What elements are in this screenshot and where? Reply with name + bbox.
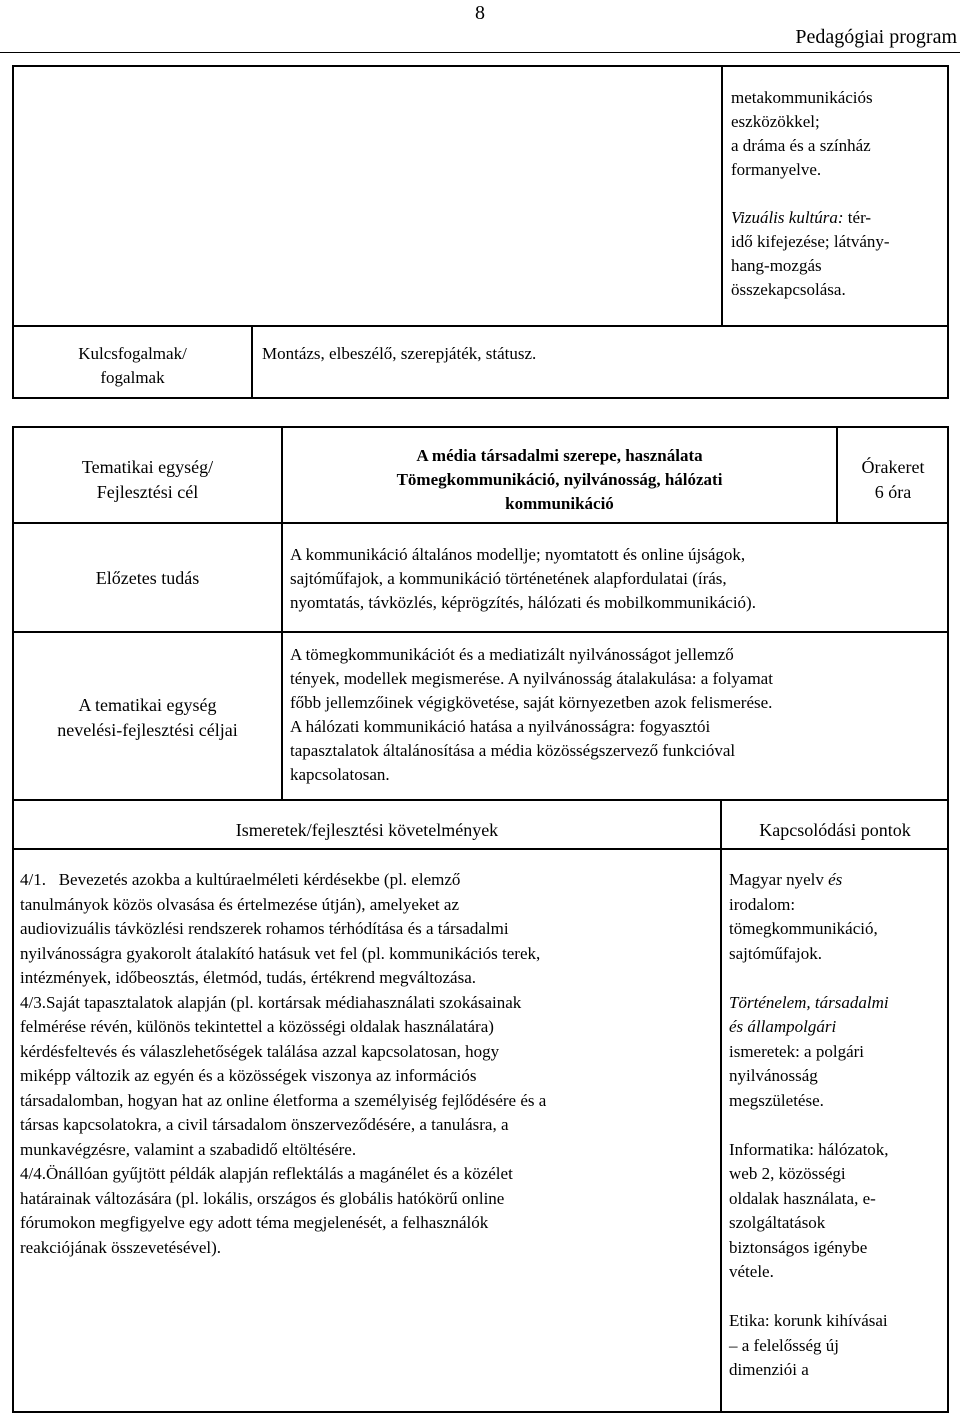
unit-row-divider-3 — [12, 799, 949, 801]
elozetes-tudas-label: Előzetes tudás — [95, 568, 200, 588]
tematikai-egyseg-label — [14, 455, 281, 505]
text-line: tanulmányok közös olvasása és értelmezése útján), amelyeket az — [20, 894, 459, 914]
orakeret — [838, 455, 948, 505]
text-line: ismeretek: a polgári — [729, 1041, 865, 1061]
text-run: és — [828, 870, 843, 889]
text-line: irodalom: — [729, 894, 796, 914]
label-line: A tematikai egység — [78, 695, 217, 715]
text-line: tények, modellek megismerése. A nyilvánosság átalakulása: a folyamat — [290, 669, 773, 688]
text-line: kapcsolatosan. — [290, 765, 390, 784]
text-line: Informatika: hálózatok, — [729, 1139, 889, 1159]
text-line: sajtóműfajok. — [729, 943, 823, 963]
text-line: web 2, közösségi — [729, 1164, 846, 1183]
text-line: – a felelősség új — [729, 1335, 839, 1355]
orakeret-value: 6 óra — [874, 482, 912, 502]
text-line: A kommunikáció általános modellje; nyomtatott és online újságok, — [290, 545, 746, 564]
text-line: nyilvánosságra gyakorolt átalakító hatásuk vet fel (pl. kommunikációs terek, — [20, 943, 541, 963]
text-line: kérdésfeltevés és válaszlehetőségek találása azzal kapcsolatosan, hogy — [20, 1041, 500, 1061]
kapcsolodasi-header: Kapcsolódási pontok — [759, 820, 911, 840]
ismeretek-text — [20, 868, 720, 1260]
text-line: tapasztalatok általánosítása a média közösségszervező funkcióval — [290, 741, 736, 760]
text-line: felmérése révén, különös tekintettel a közösségi oldalak használatára) — [20, 1017, 494, 1036]
top-right-cell — [731, 86, 946, 302]
unit-row-divider-2 — [12, 631, 949, 633]
text-line: összekapcsolása. — [731, 280, 846, 299]
text-line: főbb jellemzőinek végigkövetése, saját környezetben azok felismerése. — [290, 693, 773, 712]
unit-title — [283, 444, 836, 516]
unit-row-divider-4 — [12, 848, 949, 850]
text-line: szolgáltatások — [729, 1213, 826, 1232]
text-line: A tömegkommunikációt és a mediatizált nyilvánosságot jellemző — [290, 645, 734, 664]
elozetes-tudas-text — [290, 543, 940, 615]
title-line: Tömegkommunikáció, nyilvánosság, hálózati — [396, 470, 723, 489]
subject-name: Vizuális kultúra: — [731, 208, 844, 227]
text-line: fórumokon megfigyelve egy adott téma megjelenését, a felhasználók — [20, 1213, 489, 1232]
top-table-divider-left — [251, 325, 253, 399]
text-line: vétele. — [729, 1262, 774, 1281]
text-line: és állampolgári — [729, 1017, 837, 1036]
text-line: audiovizuális távközlési rendszerek rohamos térhódítása és a társadalmi — [20, 919, 509, 938]
title-line: A média társadalmi szerepe, használata — [416, 446, 703, 465]
text-line — [731, 206, 946, 230]
unit-col-divider-kapcsolodasi — [720, 799, 722, 1413]
text-line: határainak változására (pl. lokális, országos és globális hatókörű online — [20, 1188, 505, 1208]
text-line: biztonságos igénybe — [729, 1237, 868, 1257]
header-rule — [0, 52, 960, 53]
text-run: Magyar nyelv — [729, 870, 829, 889]
celok-label — [14, 693, 281, 743]
text-line: A hálózati kommunikáció hatása a nyilvánosságra: fogyasztói — [290, 717, 711, 736]
text-line: hang-mozgás — [731, 256, 822, 275]
text-line: megszületése. — [729, 1090, 824, 1110]
text-line: Etika: korunk kihívásai — [729, 1311, 888, 1330]
celok-text — [290, 643, 945, 787]
kulcsfogalmak-value: Montázs, elbeszélő, szerepjáték, státusz. — [262, 344, 537, 363]
text-line: 4/1. Bevezetés azokba a kultúraelméleti kérdésekbe (pl. elemző — [20, 870, 461, 889]
text-line: nyilvánosság — [729, 1066, 818, 1085]
text-line: dimenziói a — [729, 1360, 809, 1379]
orakeret-label: Órakeret — [861, 457, 925, 477]
label-line: fogalmak — [100, 368, 165, 387]
text-line: 4/4.Önállóan gyűjtött példák alapján reflektálás a magánélet és a közélet — [20, 1164, 513, 1183]
label-line: Fejlesztési cél — [96, 482, 199, 502]
text-run: tér- — [843, 208, 872, 227]
text-line: társas kapcsolatokra, a civil társadalom önszerveződésére, a tanulásra, a — [20, 1115, 509, 1134]
text-line: sajtóműfajok, a kommunikáció történetének alapfordulatai (írás, — [290, 569, 727, 588]
text-line: intézmények, időbeosztás, életmód, tudás, értékrend megváltozása. — [20, 968, 477, 987]
text-line: Történelem, társadalmi — [729, 992, 889, 1012]
top-table-row-divider — [12, 325, 949, 327]
text-line: nyomtatás, távközlés, képrögzítés, hálózati és mobilkommunikáció). — [290, 593, 756, 612]
text-line: idő kifejezése; látvány- — [731, 232, 890, 251]
title-line: kommunikáció — [505, 494, 614, 513]
text-line: a dráma és a színház — [731, 136, 871, 155]
text-line: társadalomban, hogyan hat az online életforma a személyiség fejlődésére és a — [20, 1090, 547, 1110]
text-line: formanyelve. — [731, 160, 822, 179]
kapcsolodasi-text — [729, 868, 949, 1383]
text-line: metakommunikációs — [731, 88, 873, 107]
ismeretek-header: Ismeretek/fejlesztési követelmények — [235, 820, 499, 840]
unit-row-divider-1 — [12, 522, 949, 524]
text-line: tömegkommunikáció, — [729, 919, 878, 938]
text-line: 4/3.Saját tapasztalatok alapján (pl. kortársak médiahasználati szokásainak — [20, 992, 522, 1012]
kulcsfogalmak-label — [14, 342, 251, 390]
text-line: miképp változik az egyén és a közösségek viszonya az információs — [20, 1066, 477, 1085]
text-line: reakciójának összevetésével). — [20, 1237, 222, 1257]
top-table-divider-right — [721, 65, 723, 327]
text-line: eszközökkel; — [731, 112, 820, 131]
label-line: Kulcsfogalmak/ — [78, 344, 187, 363]
page-number: 8 — [475, 2, 485, 24]
text-line — [729, 868, 949, 893]
text-line: oldalak használata, e- — [729, 1188, 876, 1208]
label-line: nevelési-fejlesztési céljai — [57, 720, 238, 740]
text-line: munkavégzésre, valamint a szabadidő eltöltésére. — [20, 1139, 357, 1159]
document-title: Pedagógiai program — [795, 26, 957, 48]
label-line: Tematikai egység/ — [81, 457, 214, 477]
